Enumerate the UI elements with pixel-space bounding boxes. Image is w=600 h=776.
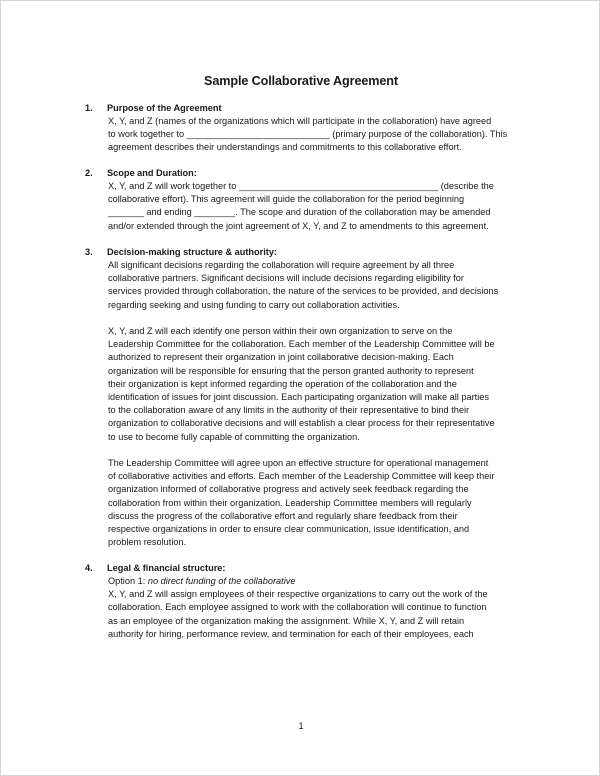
text-line: organization to collaborative decisions and will establish a clear process for their representative xyxy=(108,418,495,429)
section-3-paragraph-3 xyxy=(108,457,528,549)
text-line: to the collaboration aware of any limits in the authority of their representative to bind their xyxy=(108,405,470,416)
section-3-paragraph-2 xyxy=(108,325,528,444)
section-4-number: 4. xyxy=(85,563,93,573)
page-number: 1 xyxy=(298,721,304,731)
text-line: and/or extended through the joint agreement of X, Y, and Z to amendments to this agreement. xyxy=(108,220,489,231)
text-line: _______ and ending ________. The scope and duration of the collaboration may be amended xyxy=(108,207,491,218)
text-line: to work together to ____________________________ (primary purpose of the collaboration). This xyxy=(108,129,508,140)
text-line: collaborative effort). This agreement will guide the collaboration for the period beginning xyxy=(108,194,465,205)
text-line: authority for hiring, performance review, and termination for each of their employees, each xyxy=(108,628,474,639)
text-line: to use to become fully capable of committing the organization. xyxy=(108,431,360,442)
section-2-heading xyxy=(85,167,197,180)
section-1-number: 1. xyxy=(85,103,93,113)
text-line: The Leadership Committee will agree upon an effective structure for operational management xyxy=(108,458,489,468)
text-line: Leadership Committee for the collaboration. Each member of the Leadership Committee will be xyxy=(108,339,495,350)
text-line: collaboration. Each employee assigned to work with the collaboration will continue to function xyxy=(108,602,487,613)
document-title: Sample Collaborative Agreement xyxy=(204,74,398,88)
section-4-paragraph xyxy=(108,575,528,641)
text-line: authorized to represent their organization in joint collaborative decision-making. Each xyxy=(108,352,454,363)
text-line: organization informed of collaborative progress and actively seek feedback regarding the xyxy=(108,484,469,495)
text-line: identification of issues for joint discussion. Each participating organization will make all parties xyxy=(108,392,489,403)
text-line: collaborative partners. Significant decisions will include decisions regarding eligibility for xyxy=(108,273,464,284)
section-1-paragraph xyxy=(108,115,528,155)
section-2-number: 2. xyxy=(85,168,93,178)
text-line: discuss the progress of the collaborative effort and regularly share feedback from their xyxy=(108,510,458,521)
option-line xyxy=(108,575,528,588)
text-line: their organization is kept informed regarding the operation of the collaboration and the xyxy=(108,378,457,389)
text-line: X, Y, and Z will work together to _______________________________________ (describe the xyxy=(108,181,494,191)
text-line: services provided through collaboration, the nature of the services to be provided, and decisions xyxy=(108,286,499,297)
text-line: collaboration from within their organization. Leadership Committee members will regularly xyxy=(108,497,472,508)
text-line: respective organizations in order to ensure clear communication, issue identification, and xyxy=(108,524,470,535)
section-3-paragraph-1 xyxy=(108,259,528,312)
text-line: X, Y, and Z will each identify one person within their own organization to serve on the xyxy=(108,326,453,336)
text-line: as an employee of the organization making the assignment. While X, Y, and Z will retain xyxy=(108,615,465,626)
text-line: agreement describes their understandings and commitments to this collaborative effort. xyxy=(108,142,462,153)
section-2-paragraph xyxy=(108,180,528,233)
section-3-heading xyxy=(85,246,277,259)
text-line: problem resolution. xyxy=(108,537,187,548)
section-3-title: Decision-making structure & authority: xyxy=(107,247,277,257)
section-3-number: 3. xyxy=(85,247,93,257)
text-line: organization will be responsible for ensuring that the person granted authority to represent xyxy=(108,365,474,376)
text-line: All significant decisions regarding the collaboration will require agreement by all three xyxy=(108,260,455,270)
section-2-title: Scope and Duration: xyxy=(107,168,197,178)
text-line: regarding seeking and using funding to carry out collaboration activities. xyxy=(108,299,400,310)
section-1-heading xyxy=(85,102,222,115)
option-description: no direct funding of the collaborative xyxy=(147,576,296,586)
section-1-title: Purpose of the Agreement xyxy=(107,103,222,113)
section-4-heading xyxy=(85,562,225,575)
option-prefix: Option 1: xyxy=(108,576,148,586)
text-line: X, Y, and Z will assign employees of their respective organizations to carry out the work of the xyxy=(108,589,488,600)
text-line: of collaborative activities and efforts. Each member of the Leadership Committee will keep their xyxy=(108,471,495,482)
text-line: X, Y, and Z (names of the organizations which will participate in the collaboration) have agreed xyxy=(108,116,492,126)
section-4-title: Legal & financial structure: xyxy=(107,563,226,573)
